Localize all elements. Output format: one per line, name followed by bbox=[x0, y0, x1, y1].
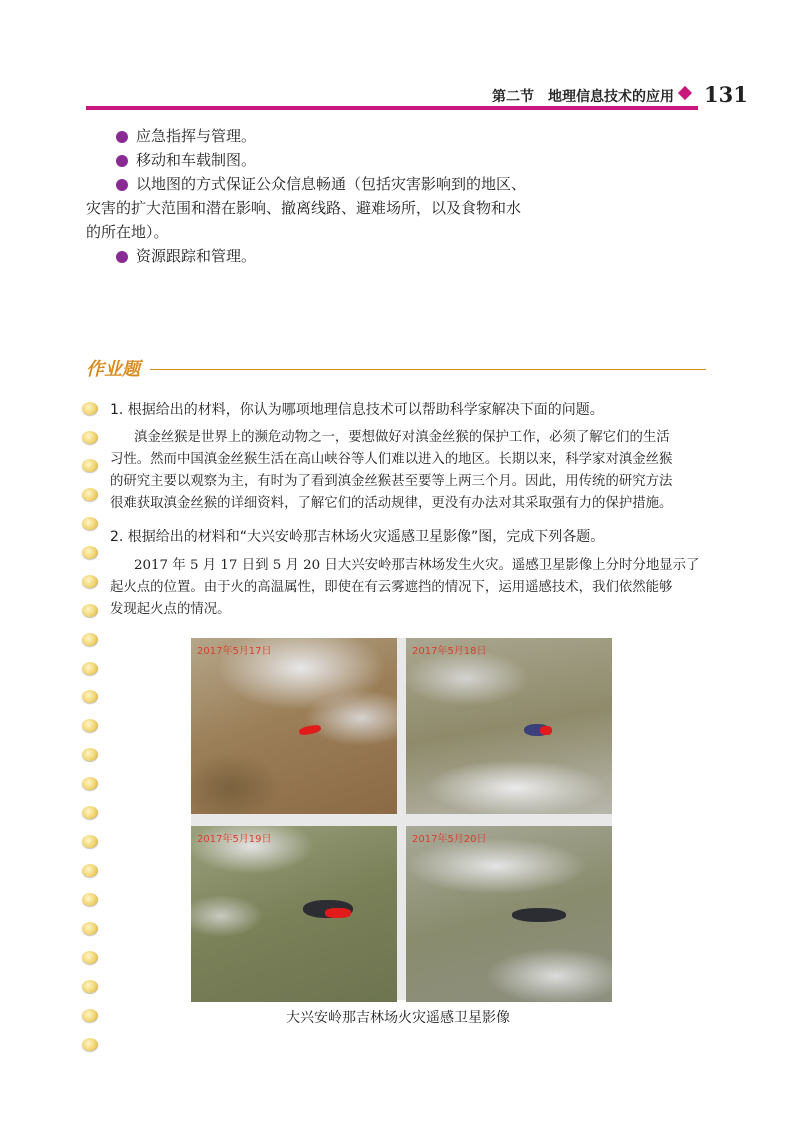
binder-ring-icon bbox=[82, 690, 98, 703]
bullet-text-continued: 灾害的扩大范围和潜在影响、撤离线路、避难场所，以及食物和水 bbox=[86, 199, 522, 217]
binder-ring-icon bbox=[82, 431, 98, 444]
panel-date-label: 2017年5月18日 bbox=[412, 646, 487, 657]
binder-ring-icon bbox=[82, 777, 98, 790]
question-1-paragraph: 滇金丝猴是世界上的濒危动物之一，要想做好对滇金丝猴的保护工作，必须了解它们的生活 bbox=[134, 430, 670, 445]
binder-ring-icon bbox=[82, 604, 98, 617]
binder-ring-icon bbox=[82, 517, 98, 530]
question-2-paragraph: 起火点的位置。由于火的高温属性，即使在有云雾遮挡的情况下，运用遥感技术，我们依然能够 bbox=[110, 580, 673, 595]
section-title: 第二节 地理信息技术的应用 bbox=[492, 89, 674, 105]
satellite-figure bbox=[191, 638, 612, 1000]
binder-ring-icon bbox=[82, 575, 98, 588]
binder-ring-icon bbox=[82, 806, 98, 819]
question-1-paragraph: 习性。然而中国滇金丝猴生活在高山峡谷等人们难以进入的地区。长期以来，科学家对滇金丝猴 bbox=[110, 452, 673, 467]
binder-ring-icon bbox=[82, 864, 98, 877]
satellite-panel-may-17 bbox=[191, 638, 397, 814]
figure-caption: 大兴安岭那吉林场火灾遥感卫星影像 bbox=[286, 1010, 510, 1026]
binder-ring-icon bbox=[82, 402, 98, 415]
bullet-text: 移动和车载制图。 bbox=[136, 151, 257, 169]
binder-ring-icon bbox=[82, 980, 98, 993]
diamond-icon bbox=[678, 86, 692, 100]
binder-ring-icon bbox=[82, 662, 98, 675]
binder-ring-icon bbox=[82, 951, 98, 964]
satellite-panel-may-19 bbox=[191, 826, 397, 1002]
binder-ring-icon bbox=[82, 488, 98, 501]
question-2-paragraph: 发现起火点的情况。 bbox=[110, 602, 231, 617]
homework-title: 作业题 bbox=[86, 359, 140, 380]
bullet-dot-icon bbox=[116, 155, 128, 167]
burn-area bbox=[512, 908, 566, 922]
binder-ring-icon bbox=[82, 546, 98, 559]
binder-ring-icon bbox=[82, 633, 98, 646]
question-2: 2. 根据给出的材料和“大兴安岭那吉林场火灾遥感卫星影像”图，完成下列各题。 bbox=[110, 529, 605, 545]
satellite-panel-may-18 bbox=[406, 638, 612, 814]
bullet-text: 应急指挥与管理。 bbox=[136, 127, 257, 145]
panel-date-label: 2017年5月17日 bbox=[197, 646, 272, 657]
bullet-text-continued: 的所在地）。 bbox=[86, 223, 169, 241]
bullet-text: 资源跟踪和管理。 bbox=[136, 247, 257, 265]
header-rule bbox=[86, 106, 698, 110]
binder-ring-icon bbox=[82, 1038, 98, 1051]
question-1-paragraph: 很难获取滇金丝猴的详细资料，了解它们的活动规律，更没有办法对其采取强有力的保护措施。 bbox=[110, 496, 673, 511]
bullet-dot-icon bbox=[116, 179, 128, 191]
binder-ring-icon bbox=[82, 748, 98, 761]
fire-point bbox=[325, 908, 351, 918]
binder-ring-icon bbox=[82, 835, 98, 848]
binder-ring-icon bbox=[82, 1009, 98, 1022]
homework-rule bbox=[150, 369, 706, 370]
binder-ring-icon bbox=[82, 719, 98, 732]
binder-ring-icon bbox=[82, 893, 98, 906]
binder-ring-icon bbox=[82, 459, 98, 472]
satellite-panel-may-20 bbox=[406, 826, 612, 1002]
binder-ring-icon bbox=[82, 922, 98, 935]
panel-date-label: 2017年5月20日 bbox=[412, 834, 487, 845]
question-2-paragraph: 2017 年 5 月 17 日到 5 月 20 日大兴安岭那吉林场发生火灾。遥感卫星影像上分时分地显示了 bbox=[134, 558, 700, 573]
bullet-dot-icon bbox=[116, 251, 128, 263]
bullet-text: 以地图的方式保证公众信息畅通（包括灾害影响到的地区、 bbox=[136, 175, 527, 193]
bullet-dot-icon bbox=[116, 131, 128, 143]
question-1: 1. 根据给出的材料，你认为哪项地理信息技术可以帮助科学家解决下面的问题。 bbox=[110, 402, 604, 418]
page-number: 131 bbox=[704, 82, 748, 107]
fire-point bbox=[298, 724, 321, 736]
fire-point bbox=[540, 726, 552, 735]
question-1-paragraph: 的研究主要以观察为主，有时为了看到滇金丝猴甚至要等上两三个月。因此，用传统的研究方法 bbox=[110, 474, 673, 489]
panel-date-label: 2017年5月19日 bbox=[197, 834, 272, 845]
